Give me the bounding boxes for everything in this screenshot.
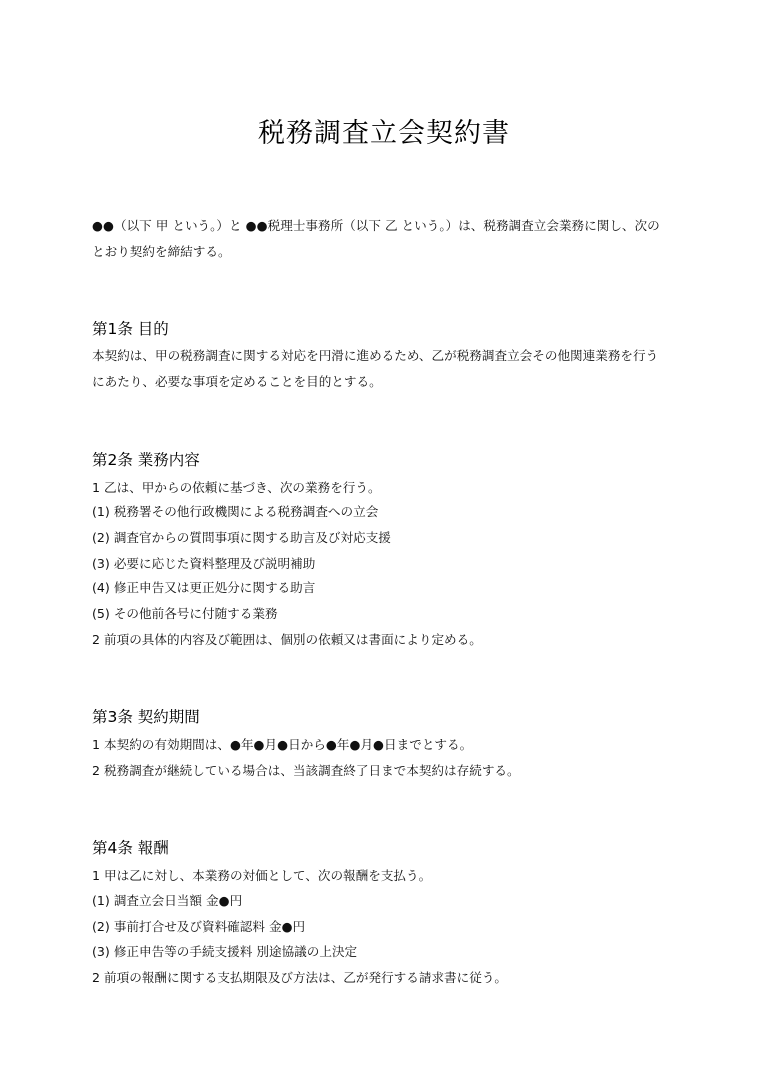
preamble-line: ●●（以下 甲 という。）と ●●税理士事務所（以下 乙 という。）は、税務調査立会業務に関し、次の: [92, 218, 660, 233]
article-2-line: (2) 調査官からの質問事項に関する助言及び対応支援: [92, 530, 391, 545]
article-1-line: 本契約は、甲の税務調査に関する対応を円滑に進めるため、乙が税務調査立会その他関連業務を行う: [92, 348, 659, 363]
article-3-line: 2 税務調査が継続している場合は、当該調査終了日まで本契約は存続する。: [92, 763, 520, 778]
document-title: 税務調査立会契約書: [258, 118, 510, 149]
article-4-line: 1 甲は乙に対し、本業務の対価として、次の報酬を支払う。: [92, 868, 432, 883]
article-4-heading: 第4条 報酬: [92, 839, 169, 857]
article-1-heading: 第1条 目的: [92, 320, 169, 338]
preamble-line: とおり契約を締結する。: [92, 244, 231, 259]
article-4-line: (1) 調査立会日当額 金●円: [92, 893, 243, 908]
article-2-line: (4) 修正申告又は更正処分に関する助言: [92, 580, 316, 595]
article-1-line: にあたり、必要な事項を定めることを目的とする。: [92, 374, 382, 389]
article-4-line: 2 前項の報酬に関する支払期限及び方法は、乙が発行する請求書に従う。: [92, 970, 508, 985]
article-3-line: 1 本契約の有効期間は、●年●月●日から●年●月●日までとする。: [92, 737, 473, 752]
article-2-line: 2 前項の具体的内容及び範囲は、個別の依頼又は書面により定める。: [92, 632, 482, 647]
article-4-line: (2) 事前打合せ及び資料確認料 金●円: [92, 919, 306, 934]
article-2-line: (1) 税務署その他行政機関による税務調査への立会: [92, 504, 379, 519]
article-2-heading: 第2条 業務内容: [92, 451, 200, 469]
article-2-line: 1 乙は、甲からの依頼に基づき、次の業務を行う。: [92, 480, 381, 495]
article-3-heading: 第3条 契約期間: [92, 708, 200, 726]
article-2-line: (5) その他前各号に付随する業務: [92, 606, 278, 621]
article-4-line: (3) 修正申告等の手続支援料 別途協議の上決定: [92, 944, 358, 959]
article-2-line: (3) 必要に応じた資料整理及び説明補助: [92, 556, 316, 571]
